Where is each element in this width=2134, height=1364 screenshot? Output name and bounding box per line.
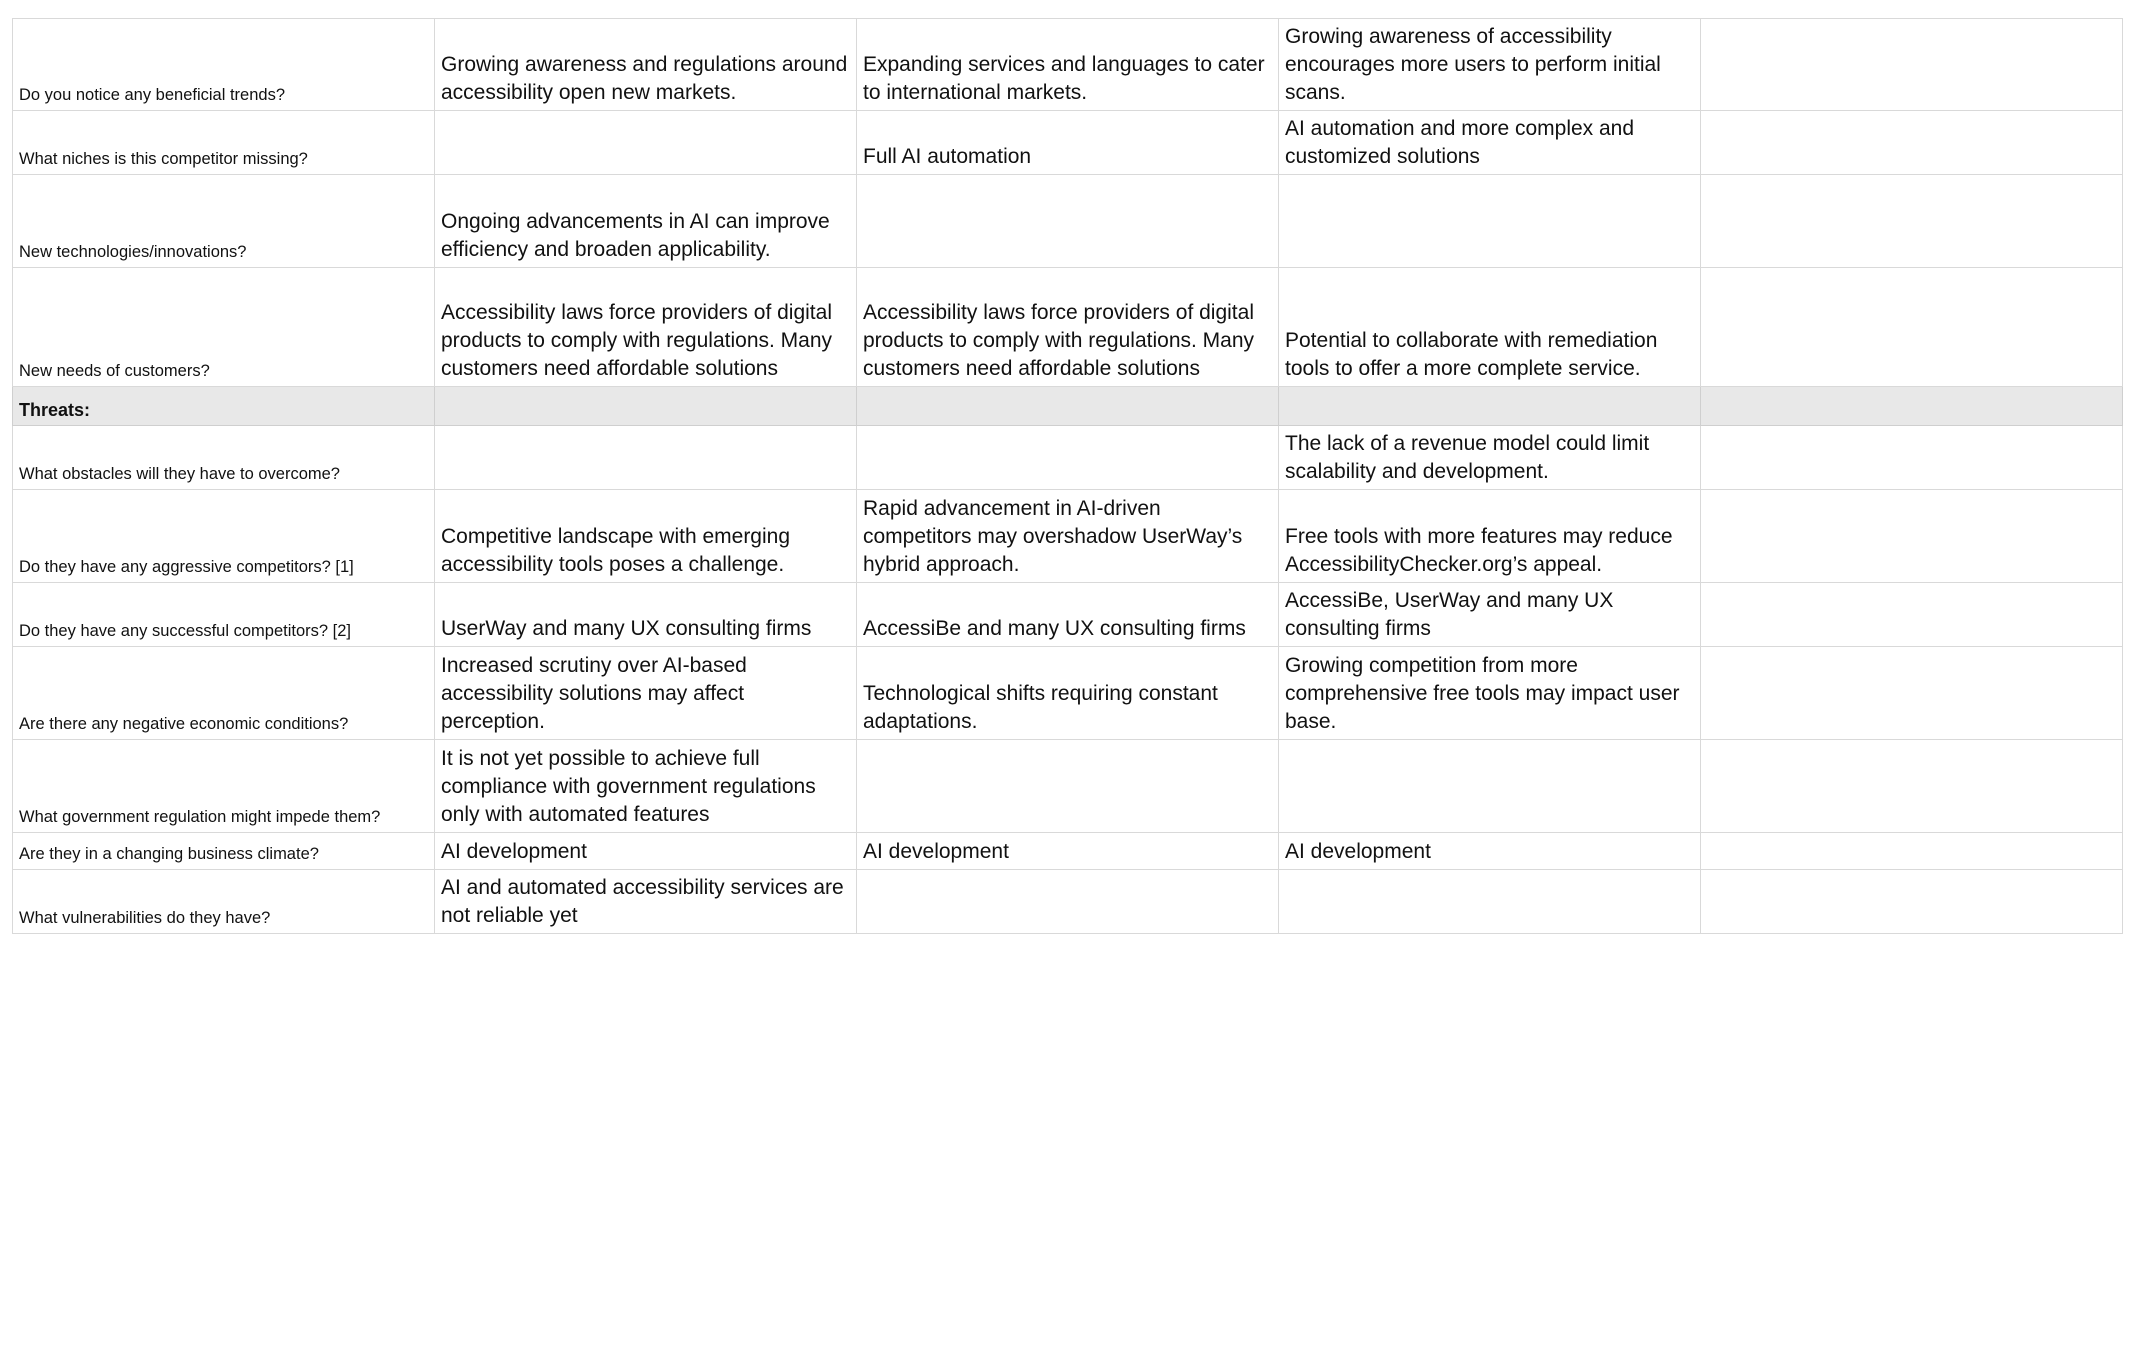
answer-cell[interactable] <box>857 870 1279 934</box>
answer-cell[interactable] <box>435 387 857 426</box>
answer-cell[interactable] <box>1701 175 2123 268</box>
answer-cell[interactable] <box>1279 870 1701 934</box>
question-cell[interactable]: Are they in a changing business climate? <box>13 833 435 870</box>
table-row <box>13 426 2123 490</box>
question-cell[interactable]: What vulnerabilities do they have? <box>13 870 435 934</box>
answer-cell[interactable] <box>1701 19 2123 111</box>
answer-cell[interactable] <box>1701 111 2123 175</box>
section-label[interactable]: Threats: <box>13 387 435 426</box>
answer-cell[interactable]: It is not yet possible to achieve full compliance with government regulations only with automated features <box>435 740 857 833</box>
answer-cell[interactable] <box>435 111 857 175</box>
answer-cell[interactable] <box>1701 870 2123 934</box>
answer-cell[interactable] <box>857 426 1279 490</box>
answer-cell[interactable] <box>1701 647 2123 740</box>
table-row <box>13 111 2123 175</box>
question-cell[interactable]: What niches is this competitor missing? <box>13 111 435 175</box>
answer-cell[interactable] <box>1701 740 2123 833</box>
answer-cell[interactable]: Free tools with more features may reduce AccessibilityChecker.org’s appeal. <box>1279 490 1701 583</box>
answer-cell[interactable]: AccessiBe and many UX consulting firms <box>857 583 1279 647</box>
answer-cell[interactable] <box>857 387 1279 426</box>
answer-cell[interactable]: Competitive landscape with emerging accessibility tools poses a challenge. <box>435 490 857 583</box>
answer-cell[interactable] <box>1701 426 2123 490</box>
answer-cell[interactable]: AI and automated accessibility services are not reliable yet <box>435 870 857 934</box>
answer-cell[interactable]: Full AI automation <box>857 111 1279 175</box>
answer-cell[interactable]: The lack of a revenue model could limit scalability and development. <box>1279 426 1701 490</box>
answer-cell[interactable] <box>1701 268 2123 387</box>
answer-cell[interactable] <box>857 740 1279 833</box>
answer-cell[interactable]: AI development <box>857 833 1279 870</box>
table-row <box>13 583 2123 647</box>
answer-cell[interactable]: AI development <box>435 833 857 870</box>
answer-cell[interactable]: Growing competition from more comprehensive free tools may impact user base. <box>1279 647 1701 740</box>
answer-cell[interactable]: Increased scrutiny over AI-based accessibility solutions may affect perception. <box>435 647 857 740</box>
question-cell[interactable]: Do you notice any beneficial trends? <box>13 19 435 111</box>
answer-cell[interactable]: AI development <box>1279 833 1701 870</box>
question-cell[interactable]: New technologies/innovations? <box>13 175 435 268</box>
table-row <box>13 870 2123 934</box>
question-cell[interactable]: What government regulation might impede them? <box>13 740 435 833</box>
answer-cell[interactable]: Rapid advancement in AI-driven competitors may overshadow UserWay’s hybrid approach. <box>857 490 1279 583</box>
answer-cell[interactable]: AI automation and more complex and customized solutions <box>1279 111 1701 175</box>
answer-cell[interactable]: Growing awareness of accessibility encourages more users to perform initial scans. <box>1279 19 1701 111</box>
question-cell[interactable]: Are there any negative economic conditions? <box>13 647 435 740</box>
table-row <box>13 833 2123 870</box>
answer-cell[interactable]: Technological shifts requiring constant adaptations. <box>857 647 1279 740</box>
answer-cell[interactable] <box>1701 833 2123 870</box>
answer-cell[interactable] <box>1279 175 1701 268</box>
answer-cell[interactable]: Potential to collaborate with remediation tools to offer a more complete service. <box>1279 268 1701 387</box>
answer-cell[interactable] <box>435 426 857 490</box>
question-cell[interactable]: Do they have any successful competitors? [2] <box>13 583 435 647</box>
answer-cell[interactable] <box>1279 387 1701 426</box>
question-cell[interactable]: New needs of customers? <box>13 268 435 387</box>
answer-cell[interactable] <box>1701 490 2123 583</box>
answer-cell[interactable] <box>1701 583 2123 647</box>
answer-cell[interactable]: Growing awareness and regulations around accessibility open new markets. <box>435 19 857 111</box>
table-row <box>13 647 2123 740</box>
answer-cell[interactable] <box>857 175 1279 268</box>
answer-cell[interactable]: AccessiBe, UserWay and many UX consulting firms <box>1279 583 1701 647</box>
section-header-row <box>13 387 2123 426</box>
answer-cell[interactable]: Ongoing advancements in AI can improve efficiency and broaden applicability. <box>435 175 857 268</box>
question-cell[interactable]: Do they have any aggressive competitors? [1] <box>13 490 435 583</box>
table-row <box>13 19 2123 111</box>
answer-cell[interactable]: Accessibility laws force providers of digital products to comply with regulations. Many customers need affordable solutions <box>435 268 857 387</box>
answer-cell[interactable] <box>1279 740 1701 833</box>
table-row <box>13 175 2123 268</box>
answer-cell[interactable]: Accessibility laws force providers of digital products to comply with regulations. Many customers need affordable solutions <box>857 268 1279 387</box>
table-row <box>13 490 2123 583</box>
answer-cell[interactable] <box>1701 387 2123 426</box>
answer-cell[interactable]: Expanding services and languages to cater to international markets. <box>857 19 1279 111</box>
question-cell[interactable]: What obstacles will they have to overcome? <box>13 426 435 490</box>
answer-cell[interactable]: UserWay and many UX consulting firms <box>435 583 857 647</box>
swot-table <box>12 18 2123 934</box>
table-row <box>13 740 2123 833</box>
table-row <box>13 268 2123 387</box>
